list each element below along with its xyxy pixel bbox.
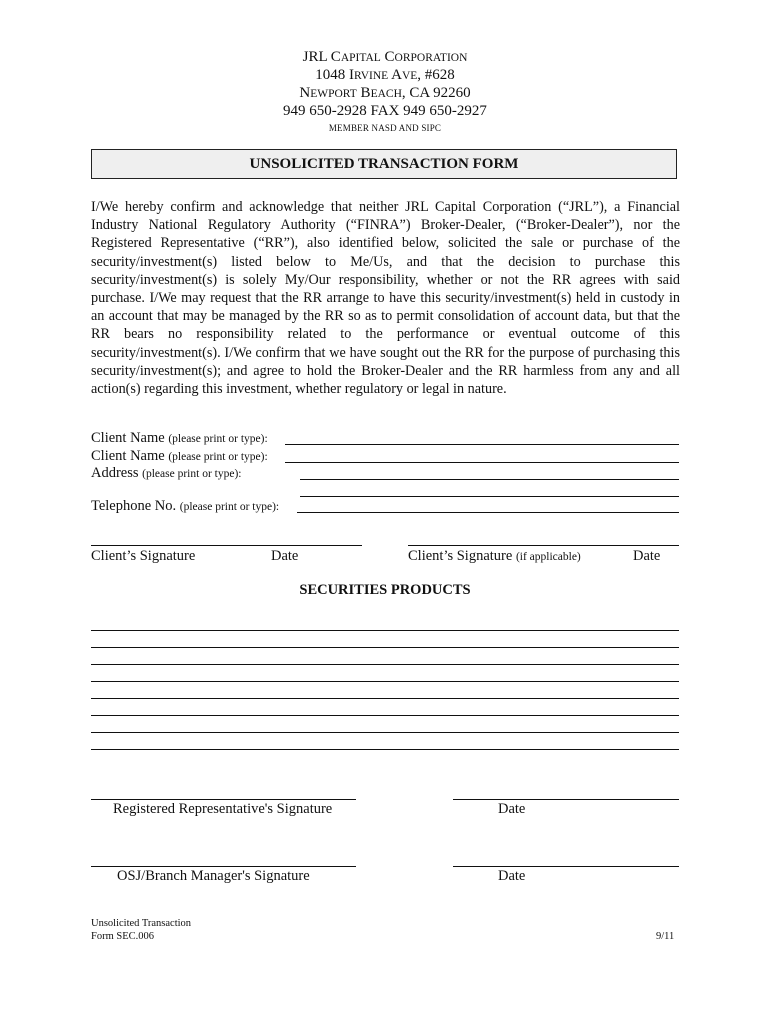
client-name-field-1[interactable] <box>285 444 679 445</box>
rr-date-label: Date <box>498 801 526 817</box>
client-signature-line-1[interactable] <box>91 545 362 546</box>
form-title: UNSOLICITED TRANSACTION FORM <box>91 149 677 179</box>
footer-form-id <box>91 917 191 943</box>
company-name: JRL CAPITAL CORPORATION <box>302 49 468 65</box>
rr-signature-line[interactable] <box>91 799 356 800</box>
footer-line-1: Unsolicited Transaction <box>91 918 192 929</box>
address-field-1[interactable] <box>300 479 679 480</box>
client-signature-date-label-2: Date <box>633 548 661 564</box>
rr-date-line[interactable] <box>453 799 679 800</box>
company-membership: MEMBER NASD AND SIPC <box>328 123 442 133</box>
telephone-label: Telephone No. (please print or type): <box>91 498 280 514</box>
securities-line-3[interactable] <box>91 664 679 665</box>
address-field-2[interactable] <box>300 496 679 497</box>
client-name-label-2: Client Name (please print or type): <box>91 448 268 464</box>
company-street: 1048 IRVINE AVE, #628 <box>315 67 455 83</box>
client-name-label-1: Client Name (please print or type): <box>91 430 268 446</box>
securities-line-6[interactable] <box>91 715 679 716</box>
telephone-field[interactable] <box>297 512 679 513</box>
securities-line-1[interactable] <box>91 630 679 631</box>
securities-line-5[interactable] <box>91 698 679 699</box>
acknowledgement-paragraph: I/We hereby confirm and acknowledge that neither JRL Capital Corporation (“JRL”), a Financial Industry National Regulatory Authority (“FINRA”) Broker-Dealer, (“Broker-Dealer”), nor the Registered Representative (“RR”), also identified below, solicited the sale or purchase of the security/investment(s) listed below to Me/Us, and that the decision to purchase this security/investment(s) is solely My/Our responsibility, whether or not the RR agrees with said purchase. I/We may request that the RR arrange to have this security/investment(s) held in custody in an account that may be managed by the RR so as to permit consolidation of account data, but that the RR bears no responsibility related to the performance or eventual outcome of this security/investment(s). I/We confirm that we have sought out the RR for the purpose of purchasing this security/investment(s); and agree to hold the Broker-Dealer and the RR harmless from any and all action(s) regarding this investment, whether regulatory or legal in nature. <box>91 199 680 398</box>
osj-date-label: Date <box>498 868 526 884</box>
client-signature-line-2[interactable] <box>408 545 679 546</box>
osj-signature-label: OSJ/Branch Manager's Signature <box>117 868 310 884</box>
securities-line-4[interactable] <box>91 681 679 682</box>
address-label: Address (please print or type): <box>91 465 242 481</box>
rr-signature-label: Registered Representative's Signature <box>113 801 333 817</box>
securities-line-7[interactable] <box>91 732 679 733</box>
client-signature-label-1: Client’s Signature <box>91 548 196 564</box>
footer-revision: 9/11 <box>656 931 675 942</box>
company-city: NEWPORT BEACH, CA 92260 <box>299 85 471 101</box>
footer-line-2: Form SEC.006 <box>91 931 155 942</box>
osj-signature-line[interactable] <box>91 866 356 867</box>
securities-line-2[interactable] <box>91 647 679 648</box>
company-phone: 949 650-2928 FAX 949 650-2927 <box>283 103 487 119</box>
client-signature-label-2: Client’s Signature (if applicable) <box>408 548 581 564</box>
securities-line-8[interactable] <box>91 749 679 750</box>
client-signature-date-label-1: Date <box>271 548 299 564</box>
securities-products-title: SECURITIES PRODUCTS <box>299 582 471 598</box>
osj-date-line[interactable] <box>453 866 679 867</box>
client-name-field-2[interactable] <box>285 462 679 463</box>
